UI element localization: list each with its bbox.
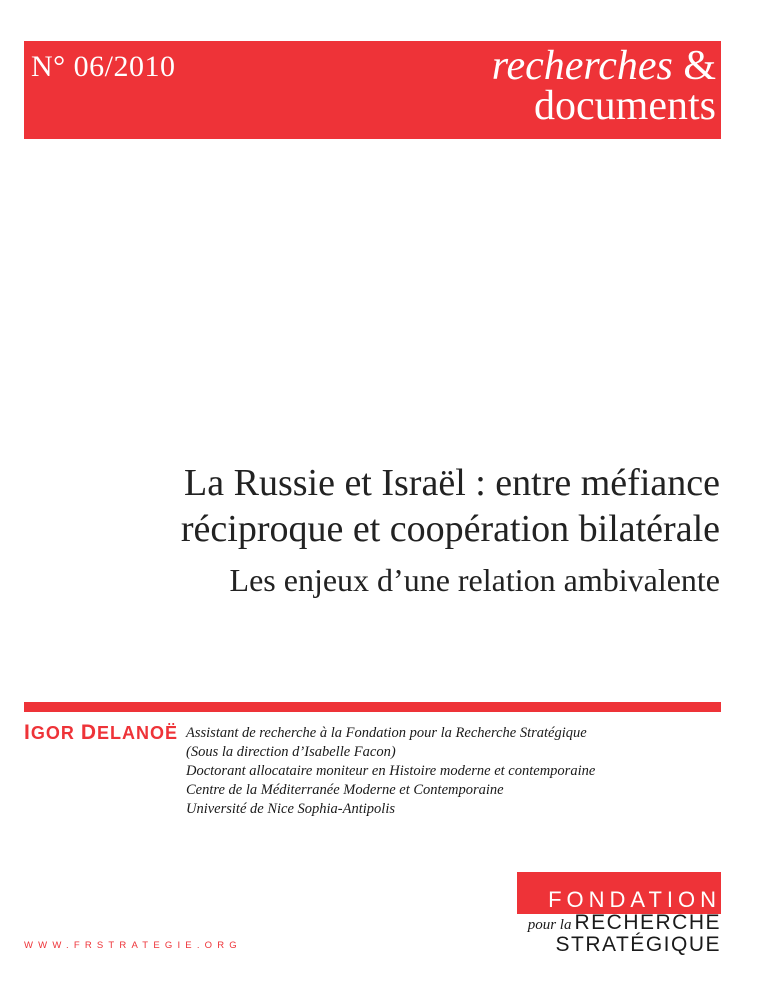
document-subtitle: Les enjeux d’une relation ambivalente: [229, 562, 720, 598]
affiliation-line: Université de Nice Sophia-Antipolis: [186, 801, 396, 817]
series-title-italic: recherches: [491, 43, 673, 89]
author-affiliations: [186, 724, 595, 819]
title-line-1: La Russie et Israël : entre méfiance: [184, 462, 720, 504]
series-title: [491, 43, 716, 129]
frs-logo-fondation: FONDATION: [548, 887, 721, 912]
frs-logo-pour-la: pour la: [527, 917, 572, 933]
affiliation-line: (Sous la direction d’Isabelle Facon): [186, 744, 396, 760]
issue-number: N° 06/2010: [31, 50, 176, 83]
author-name: IGOR DELANOË: [24, 721, 179, 744]
document-title: [181, 460, 720, 600]
affiliation-line: Centre de la Méditerranée Moderne et Contemporaine: [186, 782, 504, 798]
affiliation-line: Doctorant allocataire moniteur en Histoire moderne et contemporaine: [186, 763, 596, 779]
series-title-line1: [491, 43, 716, 89]
frs-logo-recherche: RECHERCHE: [574, 911, 721, 934]
series-title-line2: documents: [534, 83, 716, 129]
frs-logo-line2: [528, 911, 721, 935]
affiliation-line: Assistant de recherche à la Fondation pour la Recherche Stratégique: [186, 725, 587, 741]
title-line-2: réciproque et coopération bilatérale: [180, 508, 720, 550]
frs-logo-strategique: STRATÉGIQUE: [555, 933, 721, 956]
website-link[interactable]: WWW.FRSTRATEGIE.ORG: [24, 940, 242, 951]
author-divider: [24, 702, 721, 712]
series-title-ampersand: &: [672, 43, 716, 89]
